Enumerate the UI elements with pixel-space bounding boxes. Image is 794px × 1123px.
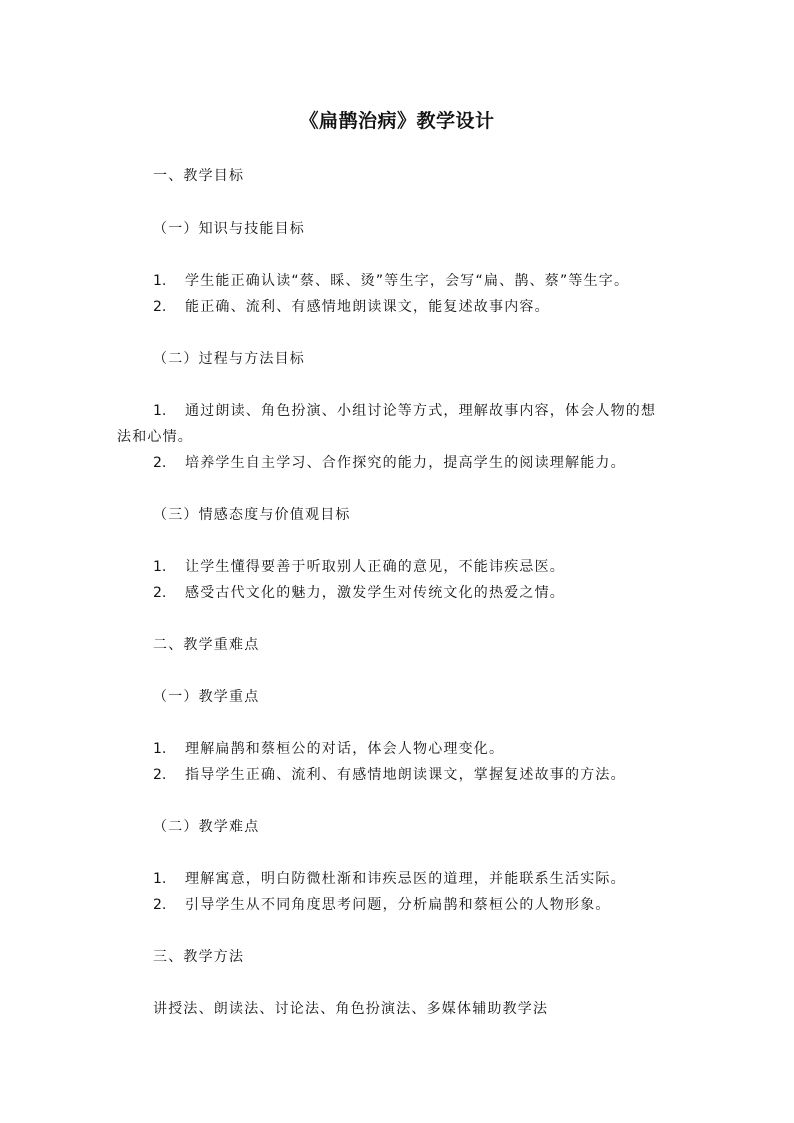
section-heading-objectives: 一、教学目标 (153, 168, 245, 184)
list-item-text: 理解寓意，明白防微杜渐和讳疾忌医的道理，并能联系生活实际。 (185, 871, 626, 887)
list-item-number: 1. (153, 403, 167, 419)
list-item-number: 2. (153, 767, 167, 783)
subsection-heading-knowledge: （一）知识与技能目标 (153, 221, 305, 237)
list-item-number: 1. (153, 871, 167, 887)
list-item-number: 1. (153, 273, 167, 289)
list-item-text: 学生能正确认读“蔡、睬、烫”等生字，会写“扁、鹊、蔡”等生字。 (185, 273, 630, 289)
methods-text: 讲授法、朗读法、讨论法、角色扮演法、多媒体辅助教学法 (153, 1001, 549, 1017)
document-title: 《扁鹊治病》教学设计 (299, 110, 495, 132)
list-item-text: 能正确、流利、有感情地朗读课文，能复述故事内容。 (185, 299, 550, 315)
list-item-number: 2. (153, 455, 167, 471)
list-item-text: 理解扁鹊和蔡桓公的对话，体会人物心理变化。 (185, 741, 505, 757)
list-item-number: 1. (153, 741, 167, 757)
list-item-text: 指导学生正确、流利、有感情地朗读课文，掌握复述故事的方法。 (185, 767, 626, 783)
list-item-continuation: 法和心情。 (117, 429, 193, 445)
list-item-number: 2. (153, 585, 167, 601)
list-item-number: 1. (153, 559, 167, 575)
subsection-heading-focus: （一）教学重点 (153, 689, 260, 705)
subsection-heading-values: （三）情感态度与价值观目标 (153, 507, 351, 523)
list-item-number: 2. (153, 299, 167, 315)
subsection-heading-process: （二）过程与方法目标 (153, 351, 305, 367)
list-item-text: 感受古代文化的魅力，激发学生对传统文化的热爱之情。 (185, 585, 565, 601)
list-item-text: 培养学生自主学习、合作探究的能力，提高学生的阅读理解能力。 (185, 455, 626, 471)
section-heading-key-points: 二、教学重难点 (153, 637, 260, 653)
list-item-number: 2. (153, 897, 167, 913)
list-item-text: 通过朗读、角色扮演、小组讨论等方式，理解故事内容，体会人物的想 (185, 403, 657, 419)
subsection-heading-difficulty: （二）教学难点 (153, 819, 260, 835)
list-item-text: 让学生懂得要善于听取别人正确的意见，不能讳疾忌医。 (185, 559, 565, 575)
list-item-text: 引导学生从不同角度思考问题，分析扁鹊和蔡桓公的人物形象。 (185, 897, 611, 913)
section-heading-methods: 三、教学方法 (153, 949, 245, 965)
